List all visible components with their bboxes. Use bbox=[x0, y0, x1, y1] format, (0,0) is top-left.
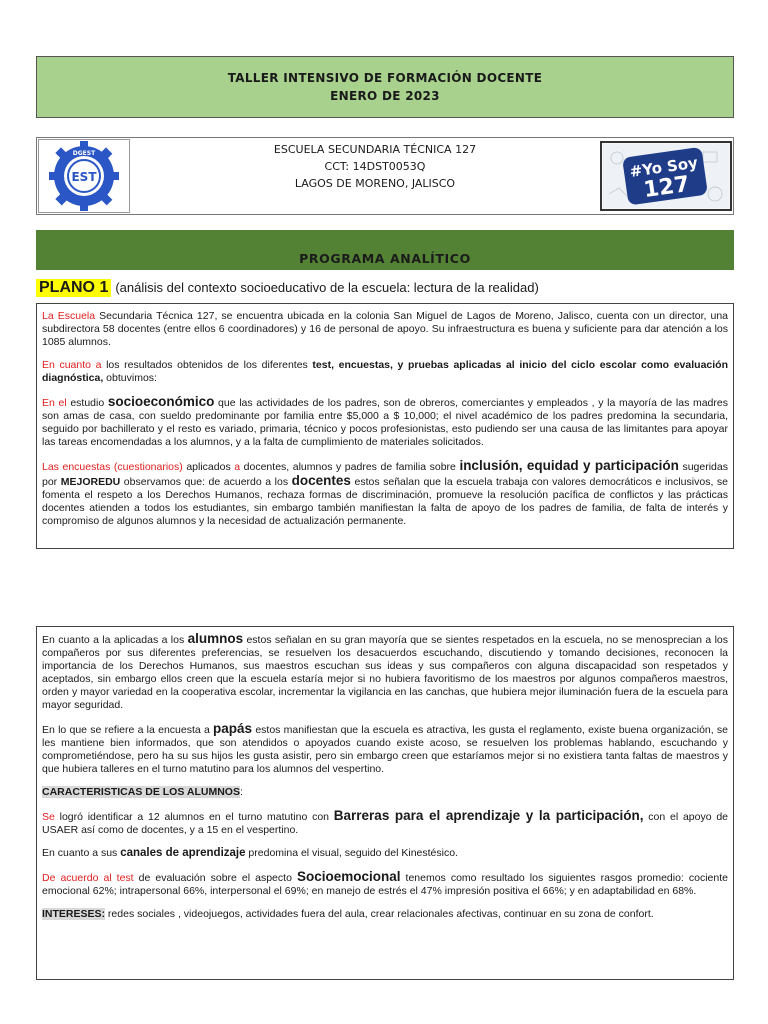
context-box-1 bbox=[36, 303, 734, 549]
dgest-logo bbox=[38, 139, 130, 213]
paragraph-diagnostic: En cuanto a los resultados obtenidos de los diferentes test, encuestas, y pruebas aplicadas al inicio del ciclo escolar como evaluación diagnóstica, obtuvimos: bbox=[42, 359, 728, 384]
plano-label: PLANO 1 bbox=[36, 279, 111, 297]
school-location: LAGOS DE MORENO, JALISCO bbox=[294, 177, 456, 190]
section-title: PROGRAMA ANALÍTICO bbox=[299, 251, 471, 266]
paragraph-school: La Escuela Secundaria Técnica 127, se encuentra ubicada en la colonia San Miguel de Lagos de Moreno, Jalisco, cuenta con un director, una subdirectora 58 docentes (entre ellos 6 coordinadores) y 16 de personal de apoyo. Su infraestructura es buena y suficiente para dar atención a los 1085 alumnos. bbox=[42, 310, 728, 348]
paragraph-interests: INTERESES: redes sociales , videojuegos, actividades fuera del aula, crear relacionales afectivas, continuar en su zona de confort. bbox=[42, 908, 654, 920]
paragraph-socioeconomic: En el estudio socioeconómico que las actividades de los padres, son de obreros, comerciantes y empleados , y la mayoría de las madres son amas de casa, con sueldo predominante por familia entre $5,000 a $ 10,000; el nivel académico de los padres predomina la secundaria, seguido por bachillerato y el resto es variado, primaria, técnico y pocos profesionistas, esto pudiendo ser una causa de las limitantes para apoyar las tareas encomendadas a los alumnos, y a la falta de cumplimiento de materiales solicitados. bbox=[42, 394, 728, 448]
students-characteristics-heading: CARACTERISTICAS DE LOS ALUMNOS: bbox=[42, 786, 243, 798]
paragraph-learning-channels: En cuanto a sus canales de aprendizaje predomina el visual, seguido del Kinestésico. bbox=[42, 847, 458, 859]
svg-text:EST: EST bbox=[71, 170, 97, 184]
svg-text:DGEST: DGEST bbox=[72, 150, 96, 157]
school-cct: CCT: 14DST0053Q bbox=[324, 160, 426, 173]
workshop-date: ENERO DE 2023 bbox=[330, 89, 440, 103]
school-info bbox=[230, 141, 520, 192]
context-box-2 bbox=[36, 626, 734, 980]
paragraph-surveys: Las encuestas (cuestionarios) aplicados a docentes, alumnos y padres de familia sobre inclusión, equidad y participación sugeridas por MEJOREDU observamos que: de acuerdo a los docentes estos señalan que la escuela trabaja con valores democráticos e inclusivos, se fomenta el respeto a los Derechos Humanos, rechaza formas de discriminación, promueve la resolución pacífica de conflictos y las prácticas docentes atienden a todos los estudiantes, sin embargo también manifiestan la falta de apoyo de los padres de familia, de falta de interés y compromiso de algunos alumnos y la necesidad de actualización permanente. bbox=[42, 458, 728, 527]
paragraph-students: En cuanto a la aplicadas a los alumnos estos señalan en su gran mayoría que se sientes respetados en la escuela, no se menosprecian a los compañeros por sus diferentes preferencias, se resuelven los desacuerdos escuchando, discutiendo y tomando decisiones, reconocen la importancia de los Derechos Humanos, sus maestros escuchan sus ideas y sus compañeros con alguna discapacidad son respetados y aceptados, sin embargo ellos creen que la escuela estaría mejor si no hubiera favoritismo de los maestros por algunos compañeros maestros, orden y mayor variedad en la cooperativa escolar, incrementar la vigilancia en las canchas, que hubiera mejor iluminación fuera de la escuela para mayor seguridad. bbox=[42, 631, 728, 711]
svg-text:#Yo Soy: #Yo Soy bbox=[628, 153, 699, 181]
workshop-title: TALLER INTENSIVO DE FORMACIÓN DOCENTE bbox=[227, 71, 543, 85]
workshop-title-band bbox=[36, 56, 734, 118]
plano-heading bbox=[36, 279, 734, 297]
yo-soy-127-logo bbox=[600, 141, 732, 211]
svg-text:127: 127 bbox=[642, 171, 692, 204]
paragraph-barriers: Se logró identificar a 12 alumnos en el turno matutino con Barreras para el aprendizaje y la participación, con el apoyo de USAER así como de docentes, y a 15 en el vespertino. bbox=[42, 808, 728, 836]
plano-description: (análisis del contexto socioeducativo de la escuela: lectura de la realidad) bbox=[115, 280, 539, 295]
section-title-band bbox=[36, 230, 734, 270]
paragraph-parents: En lo que se refiere a la encuesta a papás estos manifiestan que la escuela es atractiva, les gusta el reglamento, existe buena organización, se les mantiene bien informados, que son atendidos o apoyados cuando existe acoso, se resuelven los problemas hablando, escuchando y comprometiéndose, pero ha su sus hijos les gusta asistir, pero sin embargo creen que estaríamos mejor si no existiera tanta faltas de maestros y que hubiera talleres en el turno matutino para los alumnos del vespertino. bbox=[42, 721, 728, 775]
paragraph-socioemotional: De acuerdo al test de evaluación sobre el aspecto Socioemocional tenemos como resultado los siguientes rasgos promedio: cociente emocional 62%; intrapersonal 66%, interpersonal el 69%; en manejo de estrés el 47% impresión positiva el 66%; y en adaptabilidad en 68%. bbox=[42, 869, 728, 897]
school-name: ESCUELA SECUNDARIA TÉCNICA 127 bbox=[273, 143, 477, 156]
